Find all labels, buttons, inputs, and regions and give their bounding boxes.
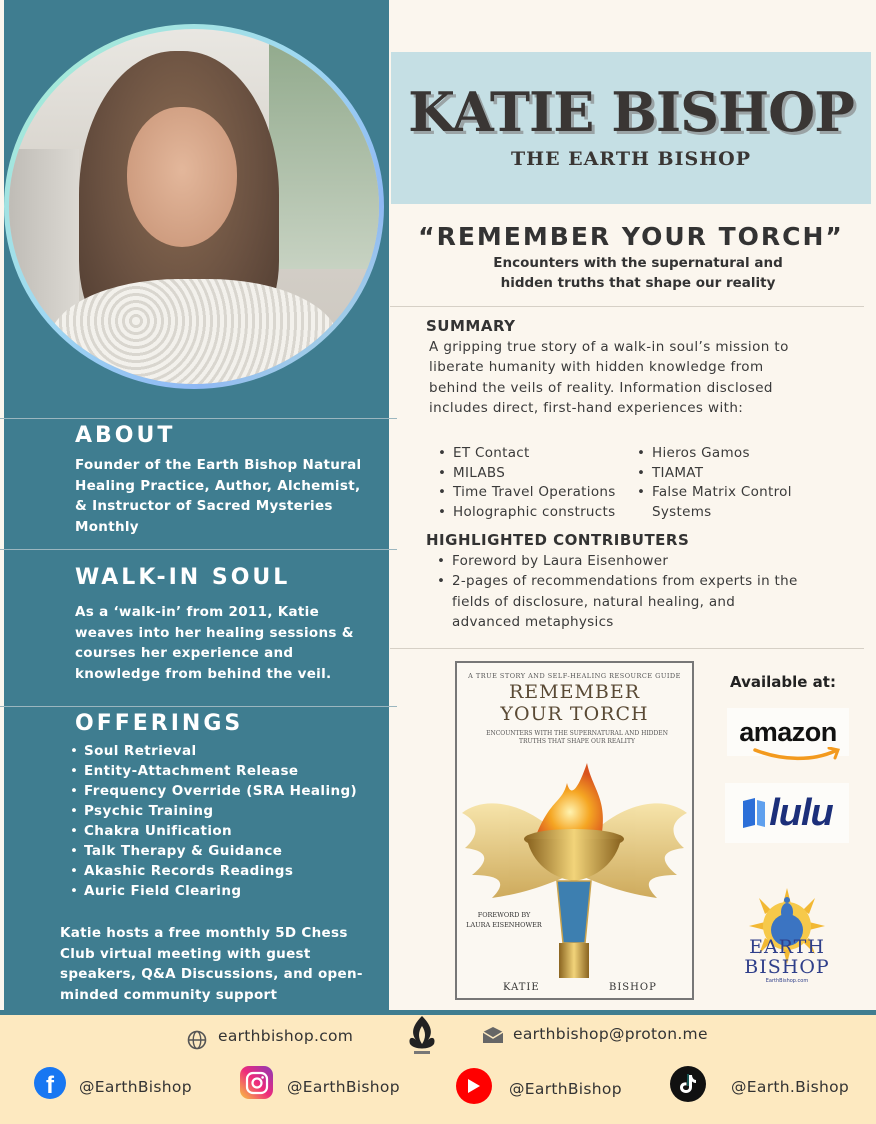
about-text: Founder of the Earth Bishop Natural Healing Practice, Author, Alchemist, & Instructor of Sacred Mysteries Monthly (75, 457, 362, 535)
list-item: • Auric Field Clearing (70, 881, 357, 901)
offerings-note: Katie hosts a free monthly 5D Chess Club virtual meeting with guest speakers, Q&A Discussions, and open-minded community support (60, 925, 363, 1003)
facebook-icon[interactable]: f (34, 1067, 66, 1099)
summary-list-1 (438, 444, 616, 522)
list-item: • Chakra Unification (70, 821, 357, 841)
walkin-title: WALK-IN SOUL (75, 565, 291, 590)
lulu-logo[interactable]: lulu (725, 783, 849, 843)
website-link[interactable]: earthbishop.com (218, 1027, 354, 1045)
mail-icon (481, 1025, 505, 1045)
offerings-list (70, 741, 357, 901)
email-link[interactable]: earthbishop@proton.me (513, 1025, 708, 1043)
contributors-title: HIGHLIGHTED CONTRIBUTERS (426, 531, 690, 549)
divider (390, 648, 864, 649)
list-item: • Frequency Override (SRA Healing) (70, 781, 357, 801)
divider (390, 306, 864, 307)
earth-bishop-url: EarthBishop.com (765, 978, 809, 984)
earth-bishop-wordmark: EARTH BISHOP (744, 936, 830, 978)
list-item: • Talk Therapy & Guidance (70, 841, 357, 861)
torch-wings-illustration (457, 743, 692, 978)
globe-icon (186, 1029, 208, 1051)
tiktok-icon[interactable] (670, 1066, 706, 1102)
instagram-icon[interactable] (240, 1066, 273, 1099)
list-item: • Foreword by Laura Eisenhower (437, 551, 802, 571)
book-tagline: Encounters with the supernatural and hidden truths that shape our reality (493, 255, 783, 291)
summary-title: SUMMARY (426, 317, 516, 335)
walkin-text: As a ‘walk-in’ from 2011, Katie weaves into her healing sessions & courses her experience and knowledge from behind the veil. (75, 604, 354, 682)
offerings-title: OFFERINGS (75, 711, 244, 736)
list-item: • MILABS (438, 464, 616, 484)
about-title: ABOUT (75, 423, 176, 448)
list-item: • Entity-Attachment Release (70, 761, 357, 781)
youtube-handle[interactable]: @EarthBishop (509, 1080, 622, 1098)
portrait-photo (4, 24, 384, 389)
amazon-logo[interactable]: amazon (727, 708, 849, 756)
list-item: • TIAMAT (637, 464, 807, 484)
list-item: • False Matrix Control Systems (637, 483, 807, 522)
facebook-handle[interactable]: @EarthBishop (79, 1078, 192, 1096)
divider (0, 549, 397, 550)
list-item: • 2-pages of recommendations from experts in the fields of disclosure, natural healing, and advanced metaphysics (437, 571, 802, 632)
list-item: • Hieros Gamos (637, 444, 807, 464)
list-item: • Holographic constructs (438, 503, 616, 523)
book-title: “REMEMBER YOUR TORCH” (418, 222, 844, 251)
page-subtitle: THE EARTH BISHOP (510, 148, 752, 170)
youtube-icon[interactable] (456, 1068, 492, 1104)
list-item: • Akashic Records Readings (70, 861, 357, 881)
list-item: • Soul Retrieval (70, 741, 357, 761)
phoenix-logo (402, 1013, 442, 1059)
summary-list-2 (637, 444, 807, 522)
list-item: • ET Contact (438, 444, 616, 464)
book-cover: A TRUE STORY AND SELF-HEALING RESOURCE GUIDE REMEMBER YOUR TORCH ENCOUNTERS WITH THE SUPERNATURAL AND HIDDEN TRUTHS THAT SHAPE OUR REALITY FOREWORD BY LAURA EISENHOWER KATIE BISHOP (455, 661, 694, 1000)
available-label: Available at: (730, 673, 836, 691)
list-item: • Psychic Training (70, 801, 357, 821)
contributors-list (437, 551, 802, 632)
tiktok-handle[interactable]: @Earth.Bishop (731, 1078, 850, 1096)
name-header (391, 52, 871, 204)
page-title: KATIE BISHOP (408, 80, 854, 144)
list-item: • Time Travel Operations (438, 483, 616, 503)
summary-text: A gripping true story of a walk-in soul’s mission to liberate humanity with hidden knowledge from behind the veils of reality. Information disclosed includes direct, first-hand experiences with: (429, 339, 789, 416)
instagram-handle[interactable]: @EarthBishop (287, 1078, 400, 1096)
divider (0, 418, 397, 419)
divider (0, 706, 397, 707)
